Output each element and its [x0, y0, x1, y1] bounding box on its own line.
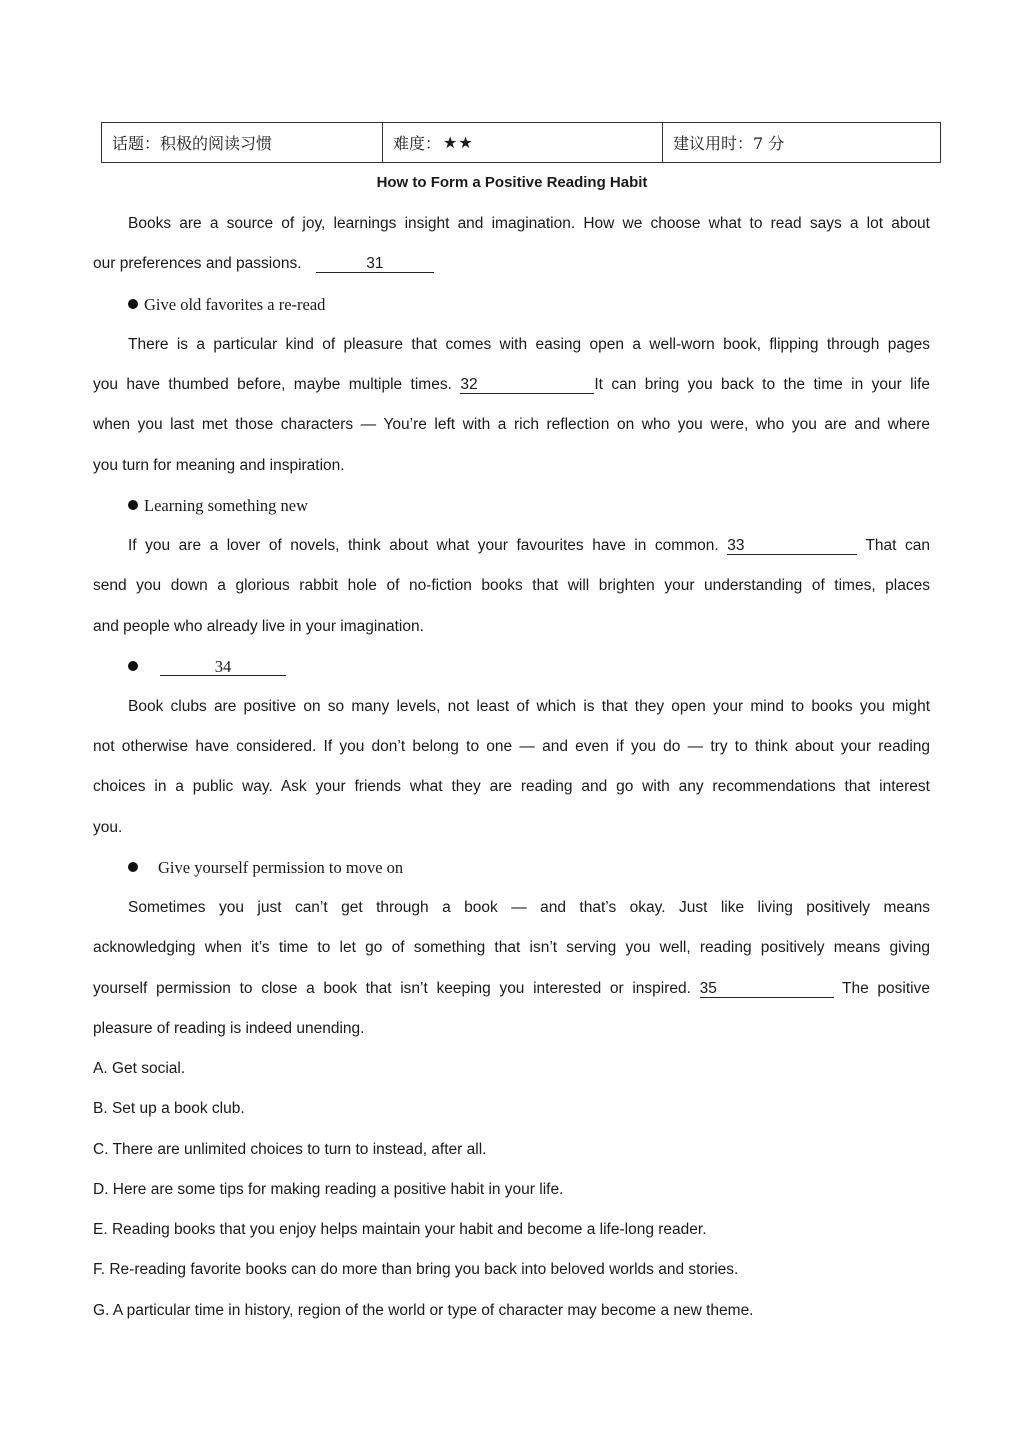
intro-line-2 [93, 254, 930, 274]
option-b: B. Set up a book club. [93, 1100, 245, 1117]
section-heading-learning [128, 496, 308, 516]
s2-line-3: and people who already live in your imagination. [93, 618, 424, 635]
blank-33[interactable]: 33 [727, 537, 857, 555]
info-table [101, 122, 941, 163]
section-heading-learning-text: Learning something new [144, 496, 309, 515]
section-heading-reread [128, 295, 325, 315]
intro-line-2-text: our preferences and passions. [93, 255, 302, 272]
topic-cell [102, 123, 382, 162]
time-cell [662, 123, 940, 162]
time-text: 建议用时：7 分 [673, 134, 785, 153]
s4-line-3 [93, 979, 930, 999]
blank-31[interactable]: 31 [316, 255, 434, 273]
option-g: G. A particular time in history, region of the world or type of character may become a new theme. [93, 1302, 754, 1319]
difficulty-label: 难度： [393, 134, 442, 153]
bullet-icon [128, 862, 138, 872]
s1-line-4: you turn for meaning and inspiration. [93, 457, 345, 474]
s3-line-2: not otherwise have considered. If you don’t belong to one — and even if you do — try to think about your reading [93, 738, 930, 755]
bullet-icon [128, 661, 138, 671]
topic-text: 话题：积极的阅读习惯 [112, 134, 273, 153]
s4-line-3b: The positive [842, 980, 930, 997]
section-heading-move-on [128, 858, 403, 878]
s2-line-2: send you down a glorious rabbit hole of no-fiction books that will brighten your understanding of times, places [93, 577, 930, 594]
blank-34[interactable]: 34 [160, 658, 286, 676]
option-f: F. Re-reading favorite books can do more than bring you back into beloved worlds and stories. [93, 1261, 739, 1278]
bullet-icon [128, 299, 138, 309]
option-c: C. There are unlimited choices to turn to instead, after all. [93, 1141, 487, 1158]
s1-line-3: when you last met those characters — You’re left with a rich reflection on who you were, who you are and where [93, 416, 930, 433]
s3-line-3: choices in a public way. Ask your friends what they are reading and go with any recommendations that interest [93, 778, 930, 795]
s3-line-1: Book clubs are positive on so many levels, not least of which is that they open your mind to books you might [128, 698, 930, 715]
blank-35[interactable]: 35 [700, 980, 834, 998]
s2-line-1a: If you are a lover of novels, think about what your favourites have in common. [128, 537, 719, 554]
difficulty-cell [382, 123, 662, 162]
s1-line-2b: It can bring you back to the time in your life [594, 376, 930, 393]
section-heading-34 [128, 657, 286, 677]
blank-32[interactable]: 32 [460, 376, 594, 394]
s1-line-2a: you have thumbed before, maybe multiple times. [93, 376, 452, 393]
s4-line-3a: yourself permission to close a book that isn’t keeping you interested or inspired. [93, 980, 691, 997]
difficulty-stars-icon: ★★ [443, 133, 474, 152]
bullet-icon [128, 500, 138, 510]
s1-line-2 [93, 375, 930, 395]
s2-line-1 [128, 536, 930, 556]
section-heading-move-on-text: Give yourself permission to move on [158, 858, 404, 877]
section-heading-reread-text: Give old favorites a re-read [144, 295, 326, 314]
s1-line-1: There is a particular kind of pleasure that comes with easing open a well-worn book, flipping through pages [128, 336, 930, 353]
option-a: A. Get social. [93, 1060, 186, 1077]
option-d: D. Here are some tips for making reading a positive habit in your life. [93, 1181, 564, 1198]
intro-line-1: Books are a source of joy, learnings insight and imagination. How we choose what to read says a lot about [128, 215, 930, 232]
option-e: E. Reading books that you enjoy helps maintain your habit and become a life-long reader. [93, 1221, 707, 1238]
s4-line-4: pleasure of reading is indeed unending. [93, 1020, 365, 1037]
s3-line-4: you. [93, 819, 123, 836]
s1-line-2-wrap [460, 376, 930, 393]
passage-title: How to Form a Positive Reading Habit [376, 174, 648, 191]
s2-line-1b: That can [865, 537, 931, 554]
s4-line-1: Sometimes you just can’t get through a book — and that’s okay. Just like living positively means [128, 899, 930, 916]
s4-line-2: acknowledging when it’s time to let go of something that isn’t serving you well, reading positively means giving [93, 939, 930, 956]
